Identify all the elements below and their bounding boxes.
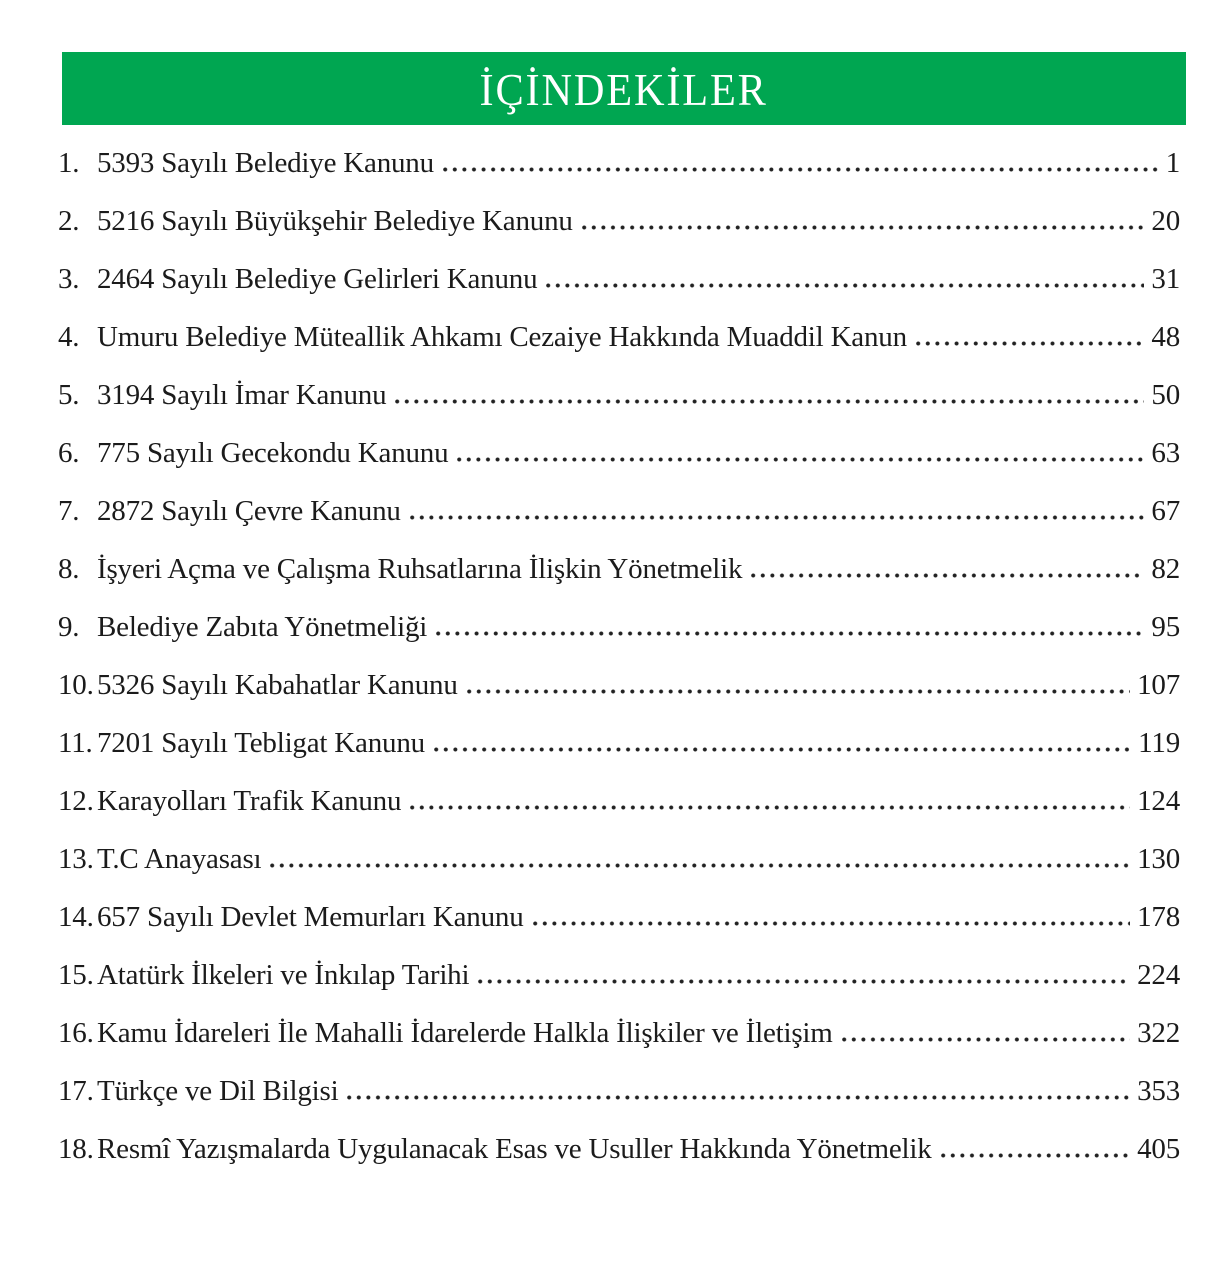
dot-leader: [270, 863, 1130, 868]
dot-leader: [347, 1095, 1130, 1100]
entry-number: 9.: [58, 611, 80, 643]
dot-leader: [410, 515, 1145, 520]
entry-title: Türkçe ve Dil Bilgisi: [97, 1075, 339, 1107]
entry-page-number: 224: [1137, 959, 1180, 991]
entry-title: 775 Sayılı Gecekondu Kanunu: [97, 437, 449, 469]
entry-title: 5216 Sayılı Büyükşehir Belediye Kanunu: [97, 205, 573, 237]
entry-page-number: 63: [1151, 437, 1180, 469]
entry-page-number: 31: [1151, 263, 1180, 295]
entry-title: Kamu İdareleri İle Mahalli İdarelerde Halkla İlişkiler ve İletişim: [97, 1017, 833, 1049]
entry-number: 7.: [58, 495, 80, 527]
entry-number: 17.: [58, 1075, 94, 1107]
entry-number: 8.: [58, 553, 80, 585]
entry-title: Karayolları Trafik Kanunu: [97, 785, 402, 817]
entry-page-number: 20: [1151, 205, 1180, 237]
entry-title: 657 Sayılı Devlet Memurları Kanunu: [97, 901, 524, 933]
dot-leader: [478, 979, 1130, 984]
toc-entry: [58, 714, 1180, 772]
entry-page-number: 95: [1151, 611, 1180, 643]
entry-page-number: 48: [1151, 321, 1180, 353]
toc-entry: [58, 424, 1180, 482]
entry-page-number: 107: [1137, 669, 1180, 701]
dot-leader: [751, 573, 1144, 578]
dot-leader: [546, 283, 1144, 288]
entry-title: Umuru Belediye Müteallik Ahkamı Cezaiye Hakkında Muaddil Kanun: [97, 321, 907, 353]
entry-number: 14.: [58, 901, 94, 933]
entry-title: 2464 Sayılı Belediye Gelirleri Kanunu: [97, 263, 538, 295]
toc-entry: [58, 134, 1180, 192]
toc-entry: [58, 482, 1180, 540]
dot-leader: [395, 399, 1144, 404]
entry-page-number: 124: [1137, 785, 1180, 817]
entry-title: Belediye Zabıta Yönetmeliği: [97, 611, 428, 643]
toc-entry: [58, 366, 1180, 424]
toc-entry: [58, 308, 1180, 366]
dot-leader: [582, 225, 1145, 230]
entry-title: Atatürk İlkeleri ve İnkılap Tarihi: [97, 959, 470, 991]
entry-page-number: 322: [1137, 1017, 1180, 1049]
toc-entry: [58, 888, 1180, 946]
entry-page-number: 178: [1137, 901, 1180, 933]
entry-title: 3194 Sayılı İmar Kanunu: [97, 379, 387, 411]
dot-leader: [434, 747, 1131, 752]
entry-number: 15.: [58, 959, 94, 991]
entry-number: 13.: [58, 843, 94, 875]
dot-leader: [436, 631, 1144, 636]
dot-leader: [457, 457, 1144, 462]
entry-number: 10.: [58, 669, 94, 701]
entry-number: 11.: [58, 727, 93, 759]
toc-entry: [58, 540, 1180, 598]
dot-leader: [443, 167, 1159, 172]
dot-leader: [916, 341, 1145, 346]
entry-number: 1.: [58, 147, 80, 179]
toc-entry: [58, 250, 1180, 308]
entry-title: 2872 Sayılı Çevre Kanunu: [97, 495, 401, 527]
entry-page-number: 130: [1137, 843, 1180, 875]
entry-number: 5.: [58, 379, 80, 411]
toc-entry: [58, 946, 1180, 1004]
entry-number: 6.: [58, 437, 80, 469]
toc-entry: [58, 1004, 1180, 1062]
toc-list: [58, 134, 1180, 1178]
entry-page-number: 405: [1137, 1133, 1180, 1165]
entry-page-number: 67: [1151, 495, 1180, 527]
entry-title: 5393 Sayılı Belediye Kanunu: [97, 147, 434, 179]
dot-leader: [842, 1037, 1130, 1042]
dot-leader: [467, 689, 1130, 694]
toc-entry: [58, 192, 1180, 250]
toc-entry: [58, 598, 1180, 656]
page-title: İÇİNDEKİLER: [479, 63, 769, 115]
entry-page-number: 1: [1165, 147, 1180, 179]
toc-entry: [58, 1120, 1180, 1178]
dot-leader: [410, 805, 1130, 810]
entry-number: 18.: [58, 1133, 94, 1165]
entry-title: 7201 Sayılı Tebligat Kanunu: [97, 727, 425, 759]
toc-entry: [58, 830, 1180, 888]
entry-title: T.C Anayasası: [97, 843, 262, 875]
header-bar: [62, 52, 1186, 125]
entry-page-number: 353: [1137, 1075, 1180, 1107]
entry-title: İşyeri Açma ve Çalışma Ruhsatlarına İlişkin Yönetmelik: [97, 553, 743, 585]
toc-entry: [58, 1062, 1180, 1120]
dot-leader: [533, 921, 1131, 926]
entry-number: 4.: [58, 321, 80, 353]
dot-leader: [941, 1153, 1131, 1158]
entry-page-number: 119: [1138, 727, 1180, 759]
entry-page-number: 82: [1151, 553, 1180, 585]
toc-entry: [58, 772, 1180, 830]
entry-number: 12.: [58, 785, 94, 817]
entry-page-number: 50: [1151, 379, 1180, 411]
entry-title: 5326 Sayılı Kabahatlar Kanunu: [97, 669, 458, 701]
entry-number: 16.: [58, 1017, 94, 1049]
toc-entry: [58, 656, 1180, 714]
entry-number: 3.: [58, 263, 80, 295]
entry-number: 2.: [58, 205, 80, 237]
entry-title: Resmî Yazışmalarda Uygulanacak Esas ve Usuller Hakkında Yönetmelik: [97, 1133, 932, 1165]
